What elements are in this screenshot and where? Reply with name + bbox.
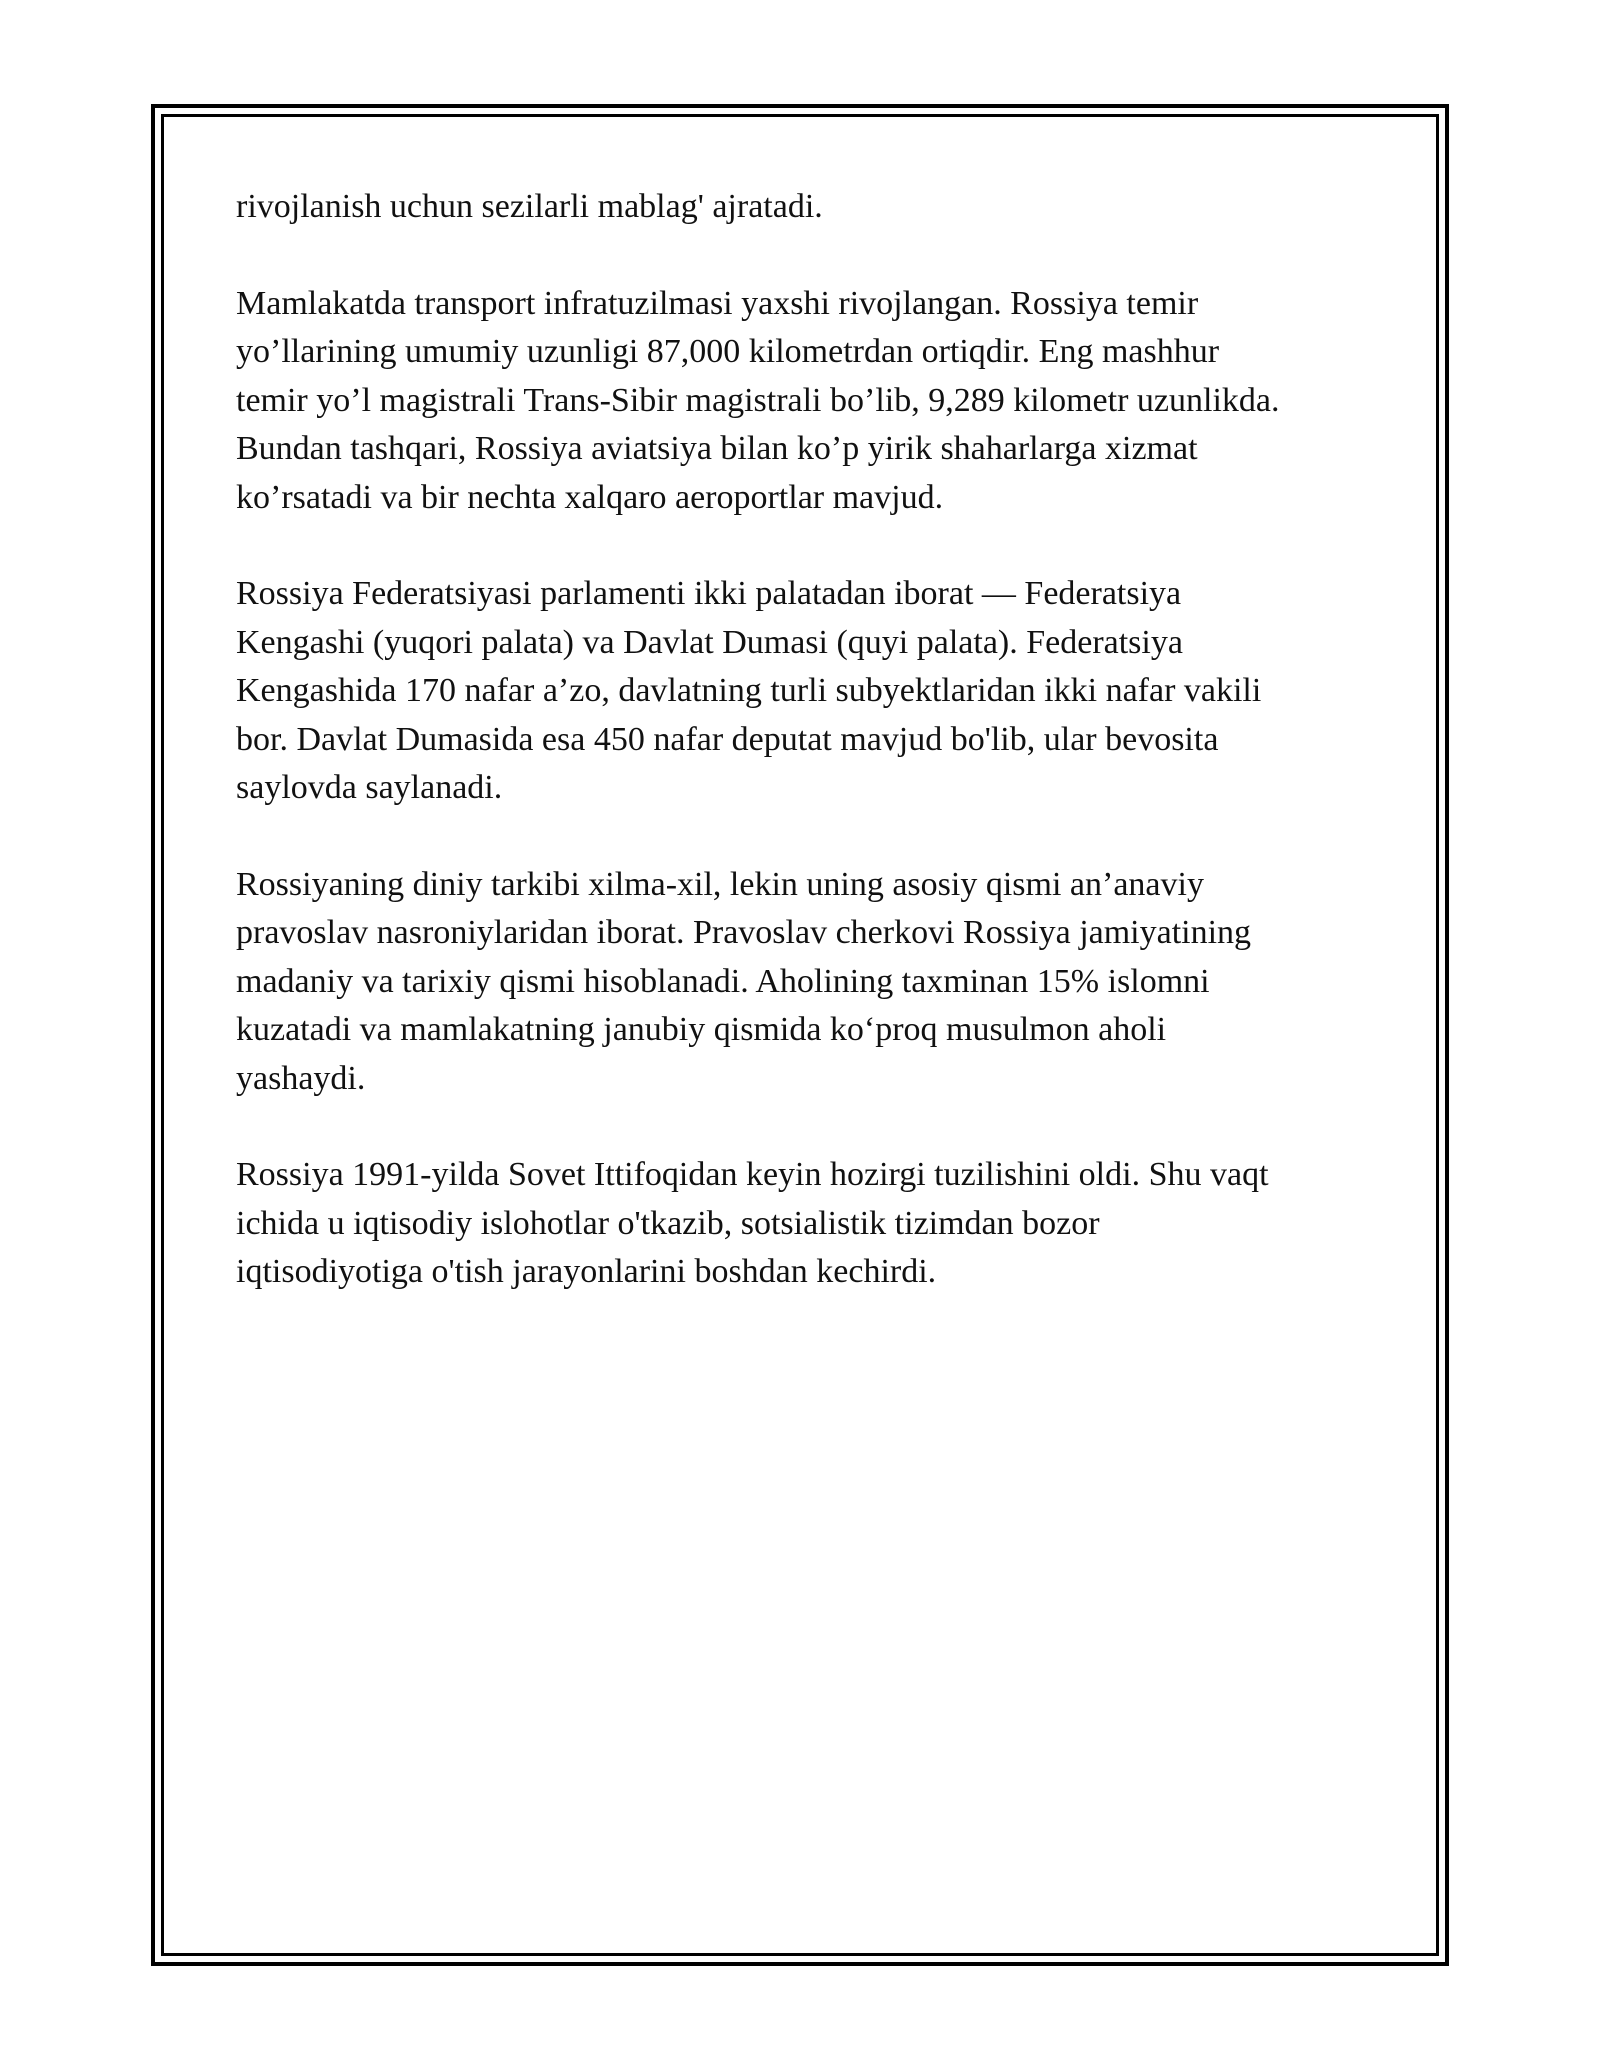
paragraph-parliament: Rossiya Federatsiyasi parlamenti ikki palatadan iborat — Federatsiya Kengashi (yuqori palata) va Davlat Dumasi (quyi palata). Federatsiya Kengashida 170 nafar a’zo, davlatning turli subyektlaridan ikki nafar vakili bor. Davlat Dumasida esa 450 nafar deputat mavjud bo'lib, ular bevosita saylovda saylanadi. bbox=[236, 575, 1262, 806]
paragraph-continuation: rivojlanish uchun sezilarli mablag' ajratadi. bbox=[236, 188, 823, 225]
paragraph-religion: Rossiyaning diniy tarkibi xilma-xil, lekin uning asosiy qismi an’anaviy pravoslav nasroniylaridan iborat. Pravoslav cherkovi Rossiya jamiyatining madaniy va tarixiy qismi hisoblanadi. Aholining taxminan 15% islomni kuzatadi va mamlakatning janubiy qismida ko‘proq musulmon aholi yashaydi. bbox=[236, 865, 1252, 1097]
document-body bbox=[236, 183, 1376, 1345]
paragraph-history: Rossiya 1991-yilda Sovet Ittifoqidan keyin hozirgi tuzilishini oldi. Shu vaqt ichida u iqtisodiy islohotlar o'tkazib, sotsialistik tizimdan bozor iqtisodiyotiga o'tish jarayonlarini boshdan kechirdi. bbox=[236, 1156, 1269, 1290]
paragraph-transport: Mamlakatda transport infratuzilmasi yaxshi rivojlangan. Rossiya temir yo’llarining umumiy uzunligi 87,000 kilometrdan ortiqdir. Eng mashhur temir yo’l magistrali Trans-Sibir magistrali bo’lib, 9,289 kilometr uzunlikda. Bundan tashqari, Rossiya aviatsiya bilan ko’p yirik shaharlarga xizmat ko’rsatadi va bir nechta xalqaro aeroportlar mavjud. bbox=[236, 284, 1280, 516]
